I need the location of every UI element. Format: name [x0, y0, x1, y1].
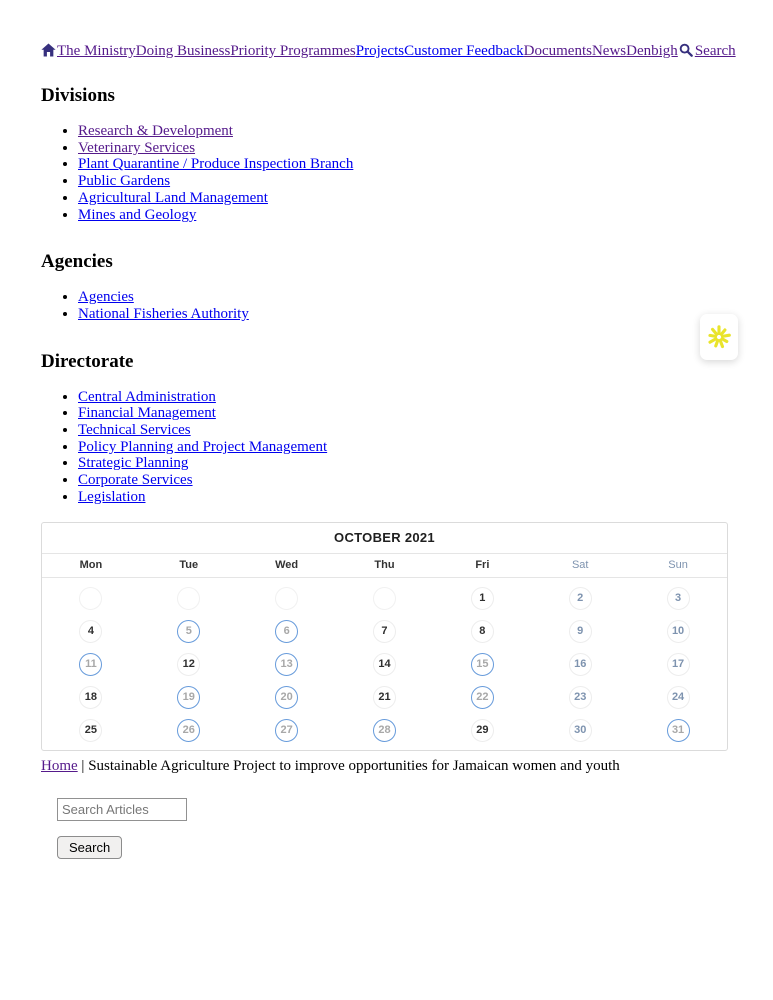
- calendar-cell: [531, 615, 629, 648]
- calendar-day-30[interactable]: 30: [569, 719, 592, 742]
- calendar-day-3[interactable]: 3: [667, 587, 690, 610]
- link-technical-services[interactable]: Technical Services: [78, 422, 191, 439]
- calendar-day-14[interactable]: 14: [373, 653, 396, 676]
- calendar-day-23[interactable]: 23: [569, 686, 592, 709]
- link-strategic-planning[interactable]: Strategic Planning: [78, 455, 189, 472]
- calendar-cell: [629, 714, 727, 747]
- calendar-day-5[interactable]: 5: [177, 620, 200, 643]
- weekday-header-sat: Sat: [571, 559, 589, 572]
- calendar-cell: [42, 714, 140, 747]
- calendar-day-13[interactable]: 13: [275, 653, 298, 676]
- calendar-day-28[interactable]: 28: [373, 719, 396, 742]
- calendar-widget: [41, 522, 728, 751]
- calendar-cell: [238, 714, 336, 747]
- list-item: [78, 489, 730, 506]
- calendar-cell: [140, 714, 238, 747]
- breadcrumb-separator: |: [81, 757, 85, 774]
- calendar-day-25[interactable]: 25: [79, 719, 102, 742]
- asterisk-icon: [705, 323, 733, 351]
- calendar-cell: [629, 681, 727, 714]
- link-mines-and-geology[interactable]: Mines and Geology: [78, 206, 197, 223]
- list-item: [78, 389, 730, 406]
- weekday-header-sun: Sun: [668, 559, 688, 572]
- link-plant-quarantine-produce-inspection-branch[interactable]: Plant Quarantine / Produce Inspection Branch: [78, 156, 354, 173]
- calendar-cell: [42, 615, 140, 648]
- calendar-cell: [433, 615, 531, 648]
- calendar-day-17[interactable]: 17: [667, 653, 690, 676]
- content-sections: [41, 85, 730, 506]
- nav-link-projects[interactable]: Projects: [355, 43, 405, 59]
- link-legislation[interactable]: Legislation: [78, 488, 146, 505]
- link-central-administration[interactable]: Central Administration: [78, 388, 216, 405]
- calendar-cell: [531, 714, 629, 747]
- link-veterinary-services[interactable]: Veterinary Services: [78, 139, 196, 156]
- calendar-day-26[interactable]: 26: [177, 719, 200, 742]
- section-heading-divisions: Divisions: [41, 85, 115, 106]
- link-policy-planning-and-project-management[interactable]: Policy Planning and Project Management: [78, 438, 328, 455]
- search-icon[interactable]: [679, 43, 693, 63]
- section-divisions: [41, 85, 730, 223]
- calendar-day-21[interactable]: 21: [373, 686, 396, 709]
- weekday-header-thu: Thu: [374, 559, 395, 572]
- weekday-header-wed: Wed: [275, 559, 299, 572]
- section-heading-agencies: Agencies: [41, 251, 113, 273]
- calendar-day-20[interactable]: 20: [275, 686, 298, 709]
- calendar-day-6[interactable]: 6: [275, 620, 298, 643]
- calendar-cell: [238, 681, 336, 714]
- calendar-day-31[interactable]: 31: [667, 719, 690, 742]
- link-agricultural-land-management[interactable]: Agricultural Land Management: [78, 189, 268, 206]
- calendar-cell: [433, 582, 531, 615]
- accessibility-widget-button[interactable]: [700, 314, 738, 360]
- home-icon[interactable]: [41, 43, 56, 63]
- nav-link-priority-programmes[interactable]: Priority Programmes: [230, 43, 356, 59]
- list-item: [78, 289, 730, 306]
- calendar-day-22[interactable]: 22: [471, 686, 494, 709]
- list-item: [78, 306, 730, 323]
- link-financial-management[interactable]: Financial Management: [78, 405, 216, 422]
- weekday-header-fri: Fri: [475, 559, 490, 572]
- nav-link-search[interactable]: Search: [694, 43, 736, 59]
- calendar-day-7[interactable]: 7: [373, 620, 396, 643]
- calendar-cell: [140, 681, 238, 714]
- calendar-day-15[interactable]: 15: [471, 653, 494, 676]
- list-item: [78, 207, 730, 224]
- calendar-day-9[interactable]: 9: [569, 620, 592, 643]
- calendar-day-empty: [373, 587, 396, 610]
- calendar-cell: [336, 615, 434, 648]
- section-directorate: [41, 351, 730, 506]
- nav-link-news[interactable]: News: [591, 43, 627, 59]
- list-item: [78, 123, 730, 140]
- calendar-day-2[interactable]: 2: [569, 587, 592, 610]
- section-heading-directorate: Directorate: [41, 350, 134, 372]
- link-research-development[interactable]: Research & Development: [78, 123, 233, 139]
- calendar-grid: [42, 578, 727, 750]
- calendar-cell: [629, 615, 727, 648]
- article-search-form: [57, 798, 730, 859]
- list-item: [78, 156, 730, 173]
- calendar-day-empty: [275, 587, 298, 610]
- calendar-day-29[interactable]: 29: [471, 719, 494, 742]
- calendar-cell: [140, 648, 238, 681]
- nav-link-customer-feedback[interactable]: Customer Feedback: [404, 43, 524, 59]
- link-agencies[interactable]: Agencies: [78, 289, 134, 306]
- calendar-cell: [140, 582, 238, 615]
- calendar-weekday-row: [42, 554, 727, 578]
- calendar-day-empty: [177, 587, 200, 610]
- calendar-cell: [531, 582, 629, 615]
- calendar-cell: [42, 582, 140, 615]
- calendar-cell: [42, 681, 140, 714]
- calendar-cell: [433, 681, 531, 714]
- nav-link-documents[interactable]: Documents: [523, 43, 592, 59]
- calendar-cell: [433, 648, 531, 681]
- calendar-cell: [531, 681, 629, 714]
- calendar-day-27[interactable]: 27: [275, 719, 298, 742]
- weekday-header-tue: Tue: [179, 559, 199, 572]
- calendar-day-4[interactable]: 4: [79, 620, 102, 643]
- breadcrumb-page-title: Sustainable Agriculture Project to improve opportunities for Jamaican women and youth: [88, 757, 620, 774]
- section-link-list: [41, 123, 730, 223]
- calendar-day-11[interactable]: 11: [79, 653, 102, 676]
- link-public-gardens[interactable]: Public Gardens: [78, 173, 171, 190]
- list-item: [78, 422, 730, 439]
- calendar-cell: [531, 648, 629, 681]
- list-item: [78, 140, 730, 157]
- calendar-cell: [433, 714, 531, 747]
- calendar-cell: [336, 681, 434, 714]
- calendar-day-24[interactable]: 24: [667, 686, 690, 709]
- calendar-title: OCTOBER 2021: [42, 523, 727, 554]
- section-agencies: [41, 251, 730, 322]
- list-item: [78, 173, 730, 190]
- calendar-day-18[interactable]: 18: [79, 686, 102, 709]
- breadcrumb: [41, 758, 730, 775]
- nav-link-doing-business[interactable]: Doing Business: [135, 43, 231, 59]
- calendar-cell: [140, 615, 238, 648]
- calendar-cell: [238, 582, 336, 615]
- calendar-day-10[interactable]: 10: [667, 620, 690, 643]
- calendar-day-8[interactable]: 8: [471, 620, 494, 643]
- calendar-day-12[interactable]: 12: [177, 653, 200, 676]
- list-item: [78, 405, 730, 422]
- calendar-cell: [42, 648, 140, 681]
- nav-link-the-ministry[interactable]: The Ministry: [57, 43, 136, 59]
- list-item: [78, 472, 730, 489]
- list-item: [78, 455, 730, 472]
- calendar-day-16[interactable]: 16: [569, 653, 592, 676]
- calendar-day-empty: [79, 587, 102, 610]
- list-item: [78, 439, 730, 456]
- calendar-cell: [336, 648, 434, 681]
- calendar-cell: [238, 648, 336, 681]
- calendar-cell: [238, 615, 336, 648]
- list-item: [78, 190, 730, 207]
- top-nav: [41, 0, 736, 63]
- search-articles-input[interactable]: [57, 798, 187, 821]
- calendar-cell: [336, 582, 434, 615]
- search-button[interactable]: Search: [57, 836, 122, 859]
- calendar-day-19[interactable]: 19: [177, 686, 200, 709]
- calendar-cell: [629, 582, 727, 615]
- calendar-cell: [629, 648, 727, 681]
- calendar-day-1[interactable]: 1: [471, 587, 494, 610]
- breadcrumb-home-link[interactable]: Home: [41, 757, 78, 774]
- calendar-cell: [336, 714, 434, 747]
- nav-link-denbigh[interactable]: Denbigh: [626, 43, 678, 59]
- link-corporate-services[interactable]: Corporate Services: [78, 472, 193, 489]
- section-link-list: [41, 389, 730, 506]
- link-national-fisheries-authority[interactable]: National Fisheries Authority: [78, 305, 249, 322]
- weekday-header-mon: Mon: [79, 559, 103, 572]
- section-link-list: [41, 289, 730, 322]
